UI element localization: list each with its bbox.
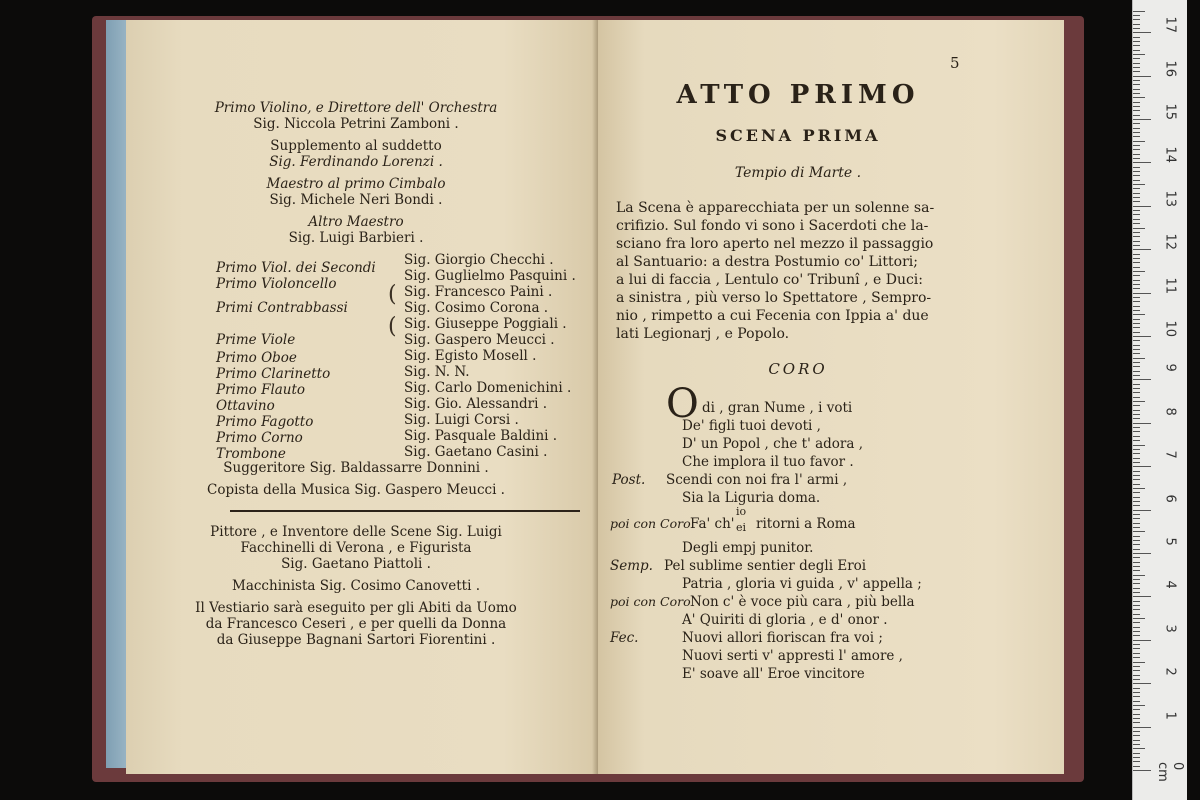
ruler-number: 14 [1162,146,1178,164]
ruler-tick [1133,596,1151,597]
orchestra-name: Sig. Carlo Domenichini . [404,380,572,396]
speaker-postumio: Post. [612,472,646,488]
ruler-tick [1133,184,1145,185]
ruler-tick [1133,63,1140,64]
ruler-tick [1133,462,1140,463]
ruler-tick [1133,397,1140,398]
ruler-tick [1133,37,1140,38]
ruler-tick [1133,540,1140,541]
ruler-tick [1133,175,1140,176]
ruler-tick [1133,731,1140,732]
orchestra-name: Sig. Pasquale Baldini . [404,428,558,444]
vestiario-line-1: Il Vestiario sarà eseguito per gli Abiti da Uomo [195,600,517,616]
ruler-tick [1133,11,1145,12]
copista: Copista della Musica Sig. Gaspero Meucci . [207,482,505,498]
ruler-tick [1133,657,1140,658]
ruler-tick [1133,297,1140,298]
ruler-number: 17 [1162,16,1178,34]
ruler-tick [1133,622,1140,623]
ruler-tick [1133,648,1140,649]
ruler-tick [1133,115,1140,116]
ruler-number: 0 cm [1155,762,1185,782]
ruler-number: 3 [1162,624,1178,633]
measurement-ruler [1132,0,1187,800]
ruler-tick [1133,136,1140,137]
ruler-number: 10 [1162,320,1178,338]
ruler-tick [1133,588,1140,589]
ruler-tick [1133,119,1151,120]
ruler-tick [1133,549,1140,550]
ruler-tick [1133,193,1140,194]
ruler-tick [1133,123,1140,124]
vestiario-line-2: da Francesco Ceseri , e per quelli da Donna [205,616,507,632]
ruler-tick [1133,449,1140,450]
ruler-tick [1133,418,1140,419]
ruler-tick [1133,293,1151,294]
ruler-tick [1133,627,1140,628]
orchestra-name: Sig. Guglielmo Pasquini . [404,268,576,284]
ruler-tick [1133,228,1145,229]
ruler-tick [1133,288,1140,289]
description-line: nio , rimpetto a cui Fecenia con Ippia a' due [616,308,929,324]
ruler-tick [1133,245,1140,246]
ruler-tick [1133,236,1140,237]
verse-12: A' Quiriti di gloria , e d' onor . [682,612,888,628]
verse-9: Pel sublime sentier degli Eroi [664,558,867,574]
description-line: La Scena è apparecchiata per un solenne sa- [616,200,935,216]
coro-heading: CORO [768,360,828,378]
ruler-number: 13 [1162,190,1178,207]
verse-1: di , gran Nume , i voti [702,400,853,416]
suggeritore: Suggeritore Sig. Baldassarre Donnini . [223,460,489,476]
ruler-tick [1133,353,1140,354]
description-line: sciano fra loro aperto nel mezzo il passaggio [616,236,934,252]
ruler-tick [1133,167,1140,168]
credit-name-barbieri: Sig. Luigi Barbieri . [288,230,424,246]
orchestra-role: Primo Clarinetto [216,366,331,382]
speaker-poi-con-coro-1: poi con Coro [610,516,691,531]
ruler-tick [1133,249,1151,250]
ruler-tick [1133,666,1140,667]
ruler-tick [1133,41,1140,42]
credit-role-violino: Primo Violino, e Direttore dell' Orchestra [214,100,498,116]
ruler-tick [1133,128,1140,129]
credit-name-bondi: Sig. Michele Neri Bondi . [269,192,443,208]
ruler-number: 8 [1162,407,1178,416]
ruler-tick [1133,28,1140,29]
act-title: ATTO PRIMO [676,80,920,110]
ruler-tick [1133,388,1140,389]
ruler-tick [1133,358,1145,359]
ruler-tick [1133,683,1151,684]
ruler-tick [1133,201,1140,202]
ruler-tick [1133,197,1140,198]
credit-role-supplemento: Supplemento al suddetto [270,138,442,154]
verse-14: Nuovi serti v' appresti l' amore , [682,648,903,664]
orchestra-role: Primo Violoncello [216,276,337,292]
credit-role-altro-maestro: Altro Maestro [308,214,404,230]
brace-viole: ( [388,314,397,339]
ruler-tick [1133,24,1140,25]
ruler-tick [1133,84,1140,85]
ruler-number: 4 [1162,580,1178,590]
ruler-tick [1133,744,1140,745]
orchestra-name: Sig. Gaetano Casini . [404,444,548,460]
ruler-tick [1133,692,1140,693]
ruler-tick [1133,575,1145,576]
ruler-tick [1133,471,1140,472]
ruler-tick [1133,414,1140,415]
ruler-tick [1133,275,1140,276]
ruler-tick [1133,206,1151,207]
ruler-tick [1133,440,1140,441]
ruler-number: 11 [1162,277,1178,294]
brace-contrabbassi: ( [388,282,397,307]
ruler-tick [1133,609,1140,610]
pittore-line-1: Pittore , e Inventore delle Scene Sig. Luigi [210,524,502,540]
ruler-tick [1133,241,1140,242]
ruler-tick [1133,332,1140,333]
orchestra-name: Sig. Giuseppe Poggiali . [404,316,567,332]
ruler-tick [1133,271,1145,272]
ruler-tick [1133,375,1140,376]
verse-6: Sia la Liguria doma. [682,490,821,506]
verse-15: E' soave all' Eroe vincitore [682,666,865,682]
verse-4: Che implora il tuo favor . [682,454,854,470]
orchestra-role: Primo Viol. dei Secondi [216,260,376,276]
ruler-tick [1133,262,1140,263]
ruler-tick [1133,640,1151,641]
ruler-tick [1133,510,1151,511]
page-number: 5 [950,54,960,72]
ruler-tick [1133,514,1140,515]
ruler-tick [1133,757,1140,758]
ruler-tick [1133,232,1140,233]
credit-name-zamboni: Sig. Niccola Petrini Zamboni . [253,116,459,132]
ruler-tick [1133,80,1140,81]
ruler-number: 2 [1162,667,1178,676]
ruler-tick [1133,553,1151,554]
ruler-tick [1133,149,1140,150]
orchestra-name: Sig. Gio. Alessandri . [404,396,548,412]
ruler-tick [1133,727,1151,728]
ruler-tick [1133,254,1140,255]
ruler-tick [1133,102,1140,103]
ruler-tick [1133,19,1140,20]
ruler-number: 7 [1162,450,1178,459]
ruler-tick [1133,523,1140,524]
ruler-tick [1133,458,1140,459]
verse-13: Nuovi allori fioriscan fra voi ; [682,630,883,646]
ruler-number: 15 [1162,103,1178,121]
ruler-tick [1133,466,1151,467]
description-line: lati Legionarj , e Popolo. [616,326,790,342]
ruler-tick [1133,583,1140,584]
ruler-tick [1133,132,1140,133]
verse-11: Non c' è voce più cara , più bella [690,594,915,610]
orchestra-name: Sig. Egisto Mosell . [404,348,537,364]
ruler-tick [1133,384,1140,385]
verse-7-start: Fa' ch' [690,516,735,532]
ruler-tick [1133,284,1140,285]
ruler-tick [1133,301,1140,302]
ruler-tick [1133,748,1145,749]
ruler-tick [1133,696,1140,697]
divider-line [230,510,580,512]
ruler-tick [1133,445,1145,446]
ruler-tick [1133,714,1140,715]
ruler-tick [1133,570,1140,571]
ruler-tick [1133,58,1140,59]
ruler-tick [1133,427,1140,428]
orchestra-name: Sig. Luigi Corsi . [404,412,519,428]
ruler-tick [1133,15,1140,16]
ruler-tick [1133,93,1140,94]
ruler-tick [1133,45,1140,46]
scene-title: SCENA PRIMA [715,126,881,145]
ruler-number: 1 [1162,711,1178,720]
ruler-tick [1133,319,1140,320]
ruler-tick [1133,379,1151,380]
left-page [126,20,598,774]
ruler-tick [1133,531,1145,532]
ruler-tick [1133,141,1145,142]
ruler-tick [1133,371,1140,372]
ruler-tick [1133,653,1140,654]
ruler-tick [1133,71,1140,72]
ruler-tick [1133,770,1151,771]
description-line: crifizio. Sul fondo vi sono i Sacerdoti che la- [616,218,929,234]
speaker-poi-con-coro-2: poi con Coro [610,594,691,609]
verse-7-io: io [736,505,747,518]
ruler-tick [1133,688,1140,689]
ruler-tick [1133,722,1140,723]
ruler-tick [1133,492,1140,493]
ruler-tick [1133,214,1140,215]
ruler-tick [1133,753,1140,754]
description-line: a sinistra , più verso lo Spettatore , Sempro- [616,290,932,306]
orchestra-role: Ottavino [216,398,275,414]
ruler-tick [1133,579,1140,580]
description-line: a lui di faccia , Lentulo co' Tribunî , e Duci: [616,272,924,288]
ruler-tick [1133,479,1140,480]
verse-2: De' figli tuoi devoti , [682,418,821,434]
ruler-tick [1133,310,1140,311]
verse-10: Patria , gloria vi guida , v' appella ; [682,576,922,592]
ruler-tick [1133,718,1140,719]
ruler-tick [1133,501,1140,502]
ruler-tick [1133,614,1140,615]
ruler-tick [1133,566,1140,567]
orchestra-name: Sig. Francesco Paini . [404,284,553,300]
ruler-tick [1133,488,1145,489]
ruler-tick [1133,158,1140,159]
ruler-tick [1133,405,1140,406]
ruler-tick [1133,709,1140,710]
ruler-tick [1133,145,1140,146]
ruler-tick [1133,701,1140,702]
verse-7-end: ritorni a Roma [756,516,856,532]
orchestra-role: Prime Viole [216,332,296,348]
verse-7-ei: ei [736,521,747,534]
ruler-tick [1133,505,1140,506]
ruler-tick [1133,54,1145,55]
ruler-tick [1133,340,1140,341]
ruler-tick [1133,258,1140,259]
ruler-tick [1133,453,1140,454]
ruler-tick [1133,336,1151,337]
ruler-tick [1133,280,1140,281]
orchestra-name: Sig. Gaspero Meucci . [404,332,555,348]
orchestra-name: Sig. Cosimo Corona . [404,300,549,316]
speaker-sempronio: Semp. [610,558,653,574]
ruler-tick [1133,50,1140,51]
orchestra-role: Primi Contrabbassi [216,300,348,316]
ruler-tick [1133,401,1145,402]
ruler-tick [1133,518,1140,519]
orchestra-role: Primo Fagotto [216,414,314,430]
pittore-line-3: Sig. Gaetano Piattoli . [281,556,431,572]
verse-3: D' un Popol , che t' adora , [682,436,863,452]
vestiario-line-3: da Giuseppe Bagnani Sartori Fiorentini . [216,632,496,648]
pittore-line-2: Facchinelli di Verona , e Figurista [240,540,472,556]
orchestra-role: Trombone [216,446,286,462]
ruler-tick [1133,392,1140,393]
ruler-tick [1133,766,1140,767]
ruler-number: 9 [1162,363,1178,373]
description-line: al Santuario: a destra Postumio co' Littori; [616,254,918,270]
orchestra-role: Primo Corno [216,430,303,446]
ruler-tick [1133,662,1145,663]
orchestra-name: Sig. N. N. [404,364,470,380]
ruler-number: 12 [1162,233,1178,251]
ruler-tick [1133,618,1145,619]
ruler-tick [1133,219,1140,220]
ruler-tick [1133,761,1140,762]
speaker-fecenia: Fec. [610,630,639,646]
ruler-tick [1133,171,1140,172]
ruler-tick [1133,562,1140,563]
ruler-tick [1133,536,1140,537]
orchestra-role: Primo Flauto [216,382,306,398]
ruler-tick [1133,644,1140,645]
ruler-tick [1133,180,1140,181]
ruler-tick [1133,735,1140,736]
ruler-number: 5 [1162,537,1178,546]
ruler-tick [1133,106,1140,107]
ruler-tick [1133,345,1140,346]
scene-setting: Tempio di Marte . [734,165,862,181]
ruler-tick [1133,323,1140,324]
ruler-tick [1133,679,1140,680]
ruler-tick [1133,362,1140,363]
ruler-tick [1133,436,1140,437]
orchestra-role: Primo Oboe [216,350,297,366]
ruler-tick [1133,210,1140,211]
ruler-tick [1133,740,1140,741]
ruler-number: 16 [1162,60,1178,77]
ruler-tick [1133,366,1140,367]
ruler-tick [1133,76,1151,77]
ruler-tick [1133,154,1140,155]
dropcap-letter: O [666,381,699,427]
ruler-tick [1133,475,1140,476]
ruler-tick [1133,327,1140,328]
ruler-tick [1133,67,1140,68]
ruler-tick [1133,670,1140,671]
ruler-tick [1133,349,1140,350]
ruler-tick [1133,705,1145,706]
ruler-tick [1133,527,1140,528]
ruler-tick [1133,306,1140,307]
ruler-tick [1133,592,1140,593]
ruler-tick [1133,89,1140,90]
right-page [598,20,1064,774]
verse-5: Scendi con noi fra l' armi , [666,472,848,488]
ruler-tick [1133,410,1140,411]
ruler-tick [1133,544,1140,545]
ruler-tick [1133,188,1140,189]
ruler-tick [1133,110,1140,111]
ruler-tick [1133,484,1140,485]
ruler-tick [1133,431,1140,432]
ruler-tick [1133,32,1151,33]
ruler-tick [1133,557,1140,558]
ruler-tick [1133,675,1140,676]
ruler-tick [1133,631,1140,632]
ruler-tick [1133,223,1140,224]
credit-role-cimbalo: Maestro al primo Cimbalo [266,176,446,192]
ruler-tick [1133,601,1140,602]
ruler-tick [1133,635,1140,636]
ruler-tick [1133,314,1145,315]
ruler-tick [1133,97,1145,98]
ruler-tick [1133,267,1140,268]
ruler-tick [1133,605,1140,606]
verse-8: Degli empj punitor. [682,540,814,556]
macchinista: Macchinista Sig. Cosimo Canovetti . [232,578,480,594]
ruler-tick [1133,423,1151,424]
ruler-number: 6 [1162,494,1178,503]
ruler-tick [1133,497,1140,498]
ruler-tick [1133,162,1151,163]
orchestra-name: Sig. Giorgio Checchi . [404,252,554,268]
credit-name-lorenzi: Sig. Ferdinando Lorenzi . [269,154,443,170]
